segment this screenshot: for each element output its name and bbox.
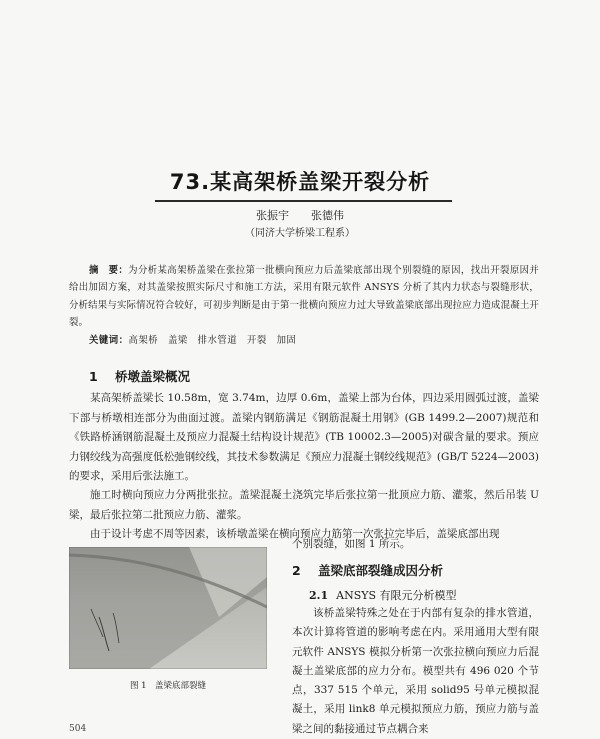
subsection-2-1-heading — [309, 587, 457, 603]
subsection-2-1-title: ANSYS 有限元分析模型 — [336, 589, 457, 602]
section-2-number: 2 — [292, 563, 301, 578]
section-2-1-paragraph: 该桥盖梁特殊之处在于内部有复杂的排水管道，本次计算将管道的影响考虑在内。采用通用大型有限元软件 ANSYS 模拟分析第一次张拉横向预应力后混凝土盖梁底部的应力分布。模型共有 496 020 个节点，337 515 个单元，采用 solid95 号单元模拟混凝土，采用 link8 单元模拟预应力筋，预应力筋与盖梁之间的黏接通过节点耦合来 — [292, 607, 539, 735]
abstract-label: 摘 要： — [89, 265, 129, 276]
abstract — [69, 262, 539, 331]
section-1-title: 桥墩盖梁概况 — [115, 369, 191, 384]
section-2-heading — [292, 561, 443, 579]
page-number: 504 — [69, 724, 87, 734]
affiliation: （同济大学桥梁工程系） — [245, 228, 355, 239]
subsection-2-1-number: 2.1 — [309, 589, 329, 602]
section-1-paragraph-1: 某高架桥盖梁长 10.58m，宽 3.74m，边厚 0.6m，盖梁上部为台体，四边采用圆弧过渡，盖梁下部与桥墩相连部分为曲面过渡。盖梁内钢筋满足《钢筋混凝土用钢》(GB 1499.2—2007)规范和《铁路桥涵钢筋混凝土及预应力混凝土结构设计规范》(TB 10002.3—2005)对碳含量的要求。预应力钢绞线为高强度低松弛钢绞线，其技术参数满足《预应力混凝土钢绞线规范》(GB/T 5224—2003)的要求，采用后张法施工。 — [69, 392, 539, 483]
section-1-paragraph-3-line-2: 个别裂缝，如图 1 所示。 — [292, 538, 411, 550]
crack-photo — [69, 547, 267, 669]
section-1-paragraph-3-line-1: 由于设计考虑不周等因素，该桥墩盖梁在横向预应力筋第一次张拉完毕后，盖梁底部出现 — [90, 528, 500, 540]
crack-photo-image — [69, 547, 267, 669]
section-1-number: 1 — [89, 369, 98, 384]
figure-caption: 图 1 盖梁底部裂缝 — [129, 681, 207, 691]
title-rule — [155, 200, 452, 202]
authors: 张振宇 张德伟 — [256, 209, 344, 222]
section-1-heading — [89, 367, 190, 385]
keywords-text: 高架桥 盖梁 排水管道 开裂 加固 — [128, 335, 297, 346]
abstract-text: 为分析某高架桥盖梁在张拉第一批横向预应力后盖梁底部出现个别裂缝的原因，找出开裂原因并给出加固方案，对其盖梁按照实际尺寸和施工方法，采用有限元软件 ANSYS 分析了其内力状态与裂缝形状，分析结果与实际情况符合较好，可初步判断是由于第一批横向预应力过大导致盖梁底部出现拉应力造成混凝土开裂。 — [69, 265, 539, 328]
keywords — [89, 332, 539, 346]
section-2-title: 盖梁底部裂缝成因分析 — [318, 563, 444, 578]
section-1-paragraph-2: 施工时横向预应力分两批张拉。盖梁混凝土浇筑完毕后张拉第一批顶应力筋、灌浆，然后吊装 U 梁，最后张拉第二批预应力筋、灌浆。 — [69, 489, 539, 521]
paper-title: 73.某高架桥盖梁开裂分析 — [169, 170, 431, 194]
keywords-label: 关键词： — [89, 335, 129, 346]
